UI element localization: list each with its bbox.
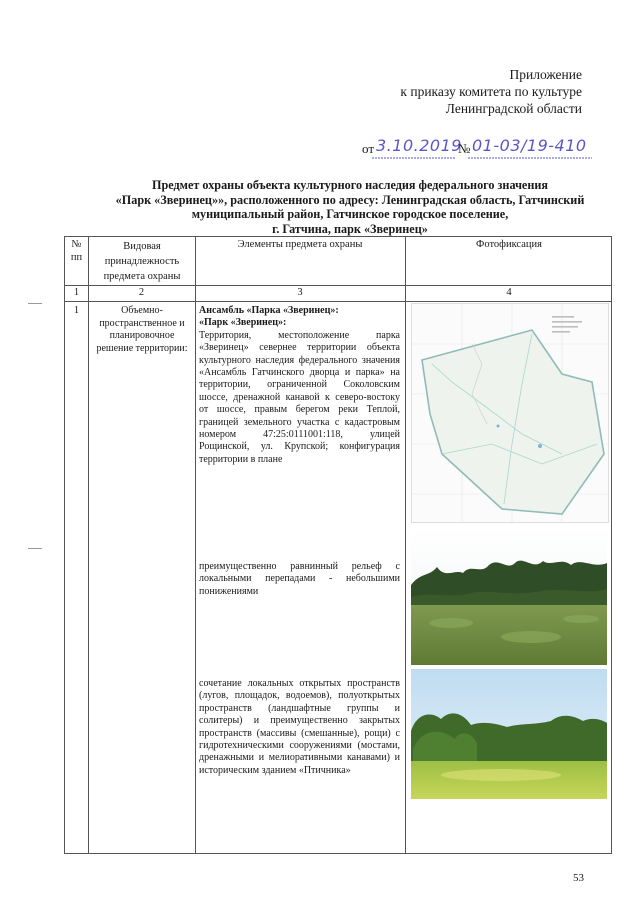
header-elements: Элементы предмета охраны bbox=[237, 239, 363, 250]
date-label: от bbox=[362, 141, 375, 156]
row-number: 1 bbox=[73, 305, 80, 316]
page-number: 53 bbox=[573, 872, 584, 884]
title-line-2: «Парк «Зверинец»», расположенного по адресу: Ленинградская область, Гатчинский bbox=[115, 192, 585, 207]
header-num: № пп bbox=[70, 239, 83, 263]
document-title bbox=[70, 178, 630, 236]
relief-photo bbox=[411, 527, 607, 665]
handwritten-number: 01-03/19-410 bbox=[472, 136, 587, 155]
appendix-title: Приложение bbox=[509, 67, 582, 82]
title-line-4: г. Гатчина, парк «Зверинец» bbox=[272, 221, 428, 236]
column-divider bbox=[195, 237, 196, 853]
column-divider bbox=[405, 237, 406, 853]
row-divider bbox=[65, 285, 611, 286]
appendix-block bbox=[400, 66, 582, 117]
territory-plan-map bbox=[411, 303, 609, 523]
row-divider bbox=[65, 301, 611, 302]
landscape-photo bbox=[411, 669, 607, 799]
handwritten-date: 3.10.2019 bbox=[376, 136, 462, 155]
park-heading: «Парк «Зверинец»: bbox=[199, 317, 287, 329]
col-number-1: 1 bbox=[73, 287, 80, 298]
header-photo: Фотофиксация bbox=[476, 239, 542, 250]
protection-type: Объемно-пространственное и планировочное решение территории: bbox=[96, 305, 188, 354]
appendix-region: Ленинградской области bbox=[445, 101, 582, 116]
col-number-3: 3 bbox=[297, 287, 303, 298]
protection-table bbox=[64, 236, 612, 854]
col-number-4: 4 bbox=[506, 287, 512, 298]
territory-description: Территория, местоположение парка «Зверинец» севернее территории объекта культурного наследия федерального значения «Ансамбль Гатчинского дворца и парка» на территории, ограниченной Соколовским шоссе, дренажной канавой к северо-востоку от шоссе, правым берегом реки Теплой, границей земельного участка с кадастровым номером 47:25:0111001:118, улицей Рощинской, ул. Крупской; конфигурация территории в плане bbox=[199, 329, 400, 465]
title-line-1: Предмет охраны объекта культурного наследия федерального значения bbox=[152, 178, 548, 192]
header-type: Видовая принадлежность предмета охраны bbox=[103, 241, 181, 282]
ensemble-heading: Ансамбль «Парка «Зверинец»: bbox=[199, 305, 339, 316]
appendix-order-ref: к приказу комитета по культуре bbox=[400, 84, 582, 99]
date-underline bbox=[372, 156, 456, 160]
column-divider bbox=[88, 237, 89, 853]
relief-description: преимущественно равнинный рельеф с локальными перепадами - небольшими понижениями bbox=[199, 561, 400, 597]
elements-block-1 bbox=[199, 305, 400, 466]
spaces-description: сочетание локальных открытых пространств (лугов, площадок, водоемов), полуоткрытых пространств (ландшафтные группы и солитеры) и преимущественно закрытых пространств (массивы (смешанные), рощи) с гидротехническими сооружениями (мостами, дренажными и мелиоративными канавами) и историческим зданием «Птичника» bbox=[199, 678, 400, 776]
margin-mark bbox=[28, 303, 42, 304]
title-line-3: муниципальный район, Гатчинское городское поселение, bbox=[191, 207, 509, 221]
margin-mark bbox=[28, 548, 42, 549]
col-number-2: 2 bbox=[138, 287, 145, 298]
number-underline bbox=[468, 156, 592, 160]
order-signature bbox=[362, 136, 592, 162]
number-label: № bbox=[458, 141, 471, 156]
